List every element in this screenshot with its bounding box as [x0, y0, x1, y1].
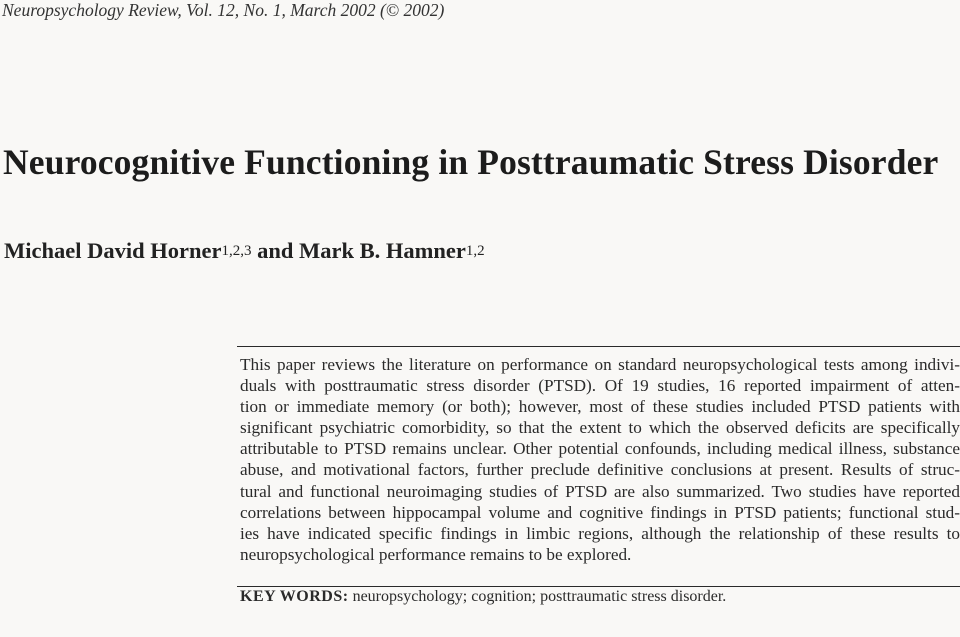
author-conjunction: and	[257, 238, 294, 263]
keywords	[240, 588, 726, 606]
keywords-label: KEY WORDS:	[240, 588, 349, 605]
abstract-top-rule	[237, 346, 960, 347]
abstract-line: correlations between hippocampal volume and cognitive findings in PTSD patients; functional stud-	[240, 502, 960, 522]
abstract-line: tion or immediate memory (or both); however, most of these studies included PTSD patients with	[240, 397, 960, 417]
abstract	[240, 354, 960, 565]
abstract-line: This paper reviews the literature on performance on standard neuropsychological tests among indivi-	[240, 355, 960, 374]
running-head: Neuropsychology Review, Vol. 12, No. 1, March 2002 (© 2002)	[2, 0, 445, 20]
author-name: Mark B. Hamner	[299, 238, 466, 263]
abstract-line: neuropsychological performance remains to be explored.	[240, 544, 632, 564]
abstract-line: duals with posttraumatic stress disorder (PTSD). Of 19 studies, 16 reported impairment of atten-	[240, 376, 960, 396]
abstract-line: significant psychiatric comorbidity, so that the extent to which the observed deficits are specifically	[240, 418, 960, 438]
keywords-list: neuropsychology; cognition; posttraumatic stress disorder.	[352, 588, 727, 605]
abstract-line: attributable to PTSD remains unclear. Other potential confounds, including medical illness, substance	[240, 439, 960, 459]
author-name: Michael David Horner	[4, 238, 222, 263]
author-list	[4, 238, 485, 264]
abstract-line: ies have indicated specific findings in limbic regions, although the relationship of these results to	[240, 523, 960, 543]
paper-title: Neurocognitive Functioning in Posttraumatic Stress Disorder	[3, 142, 939, 182]
author-affiliation: 1,2,3	[221, 243, 252, 259]
abstract-line: tural and functional neuroimaging studies of PTSD are also summarized. Two studies have reported	[240, 481, 960, 501]
author-affiliation: 1,2	[465, 243, 485, 259]
abstract-bottom-rule	[237, 586, 960, 587]
abstract-line: abuse, and motivational factors, further preclude definitive conclusions at present. Results of struc-	[240, 460, 960, 480]
